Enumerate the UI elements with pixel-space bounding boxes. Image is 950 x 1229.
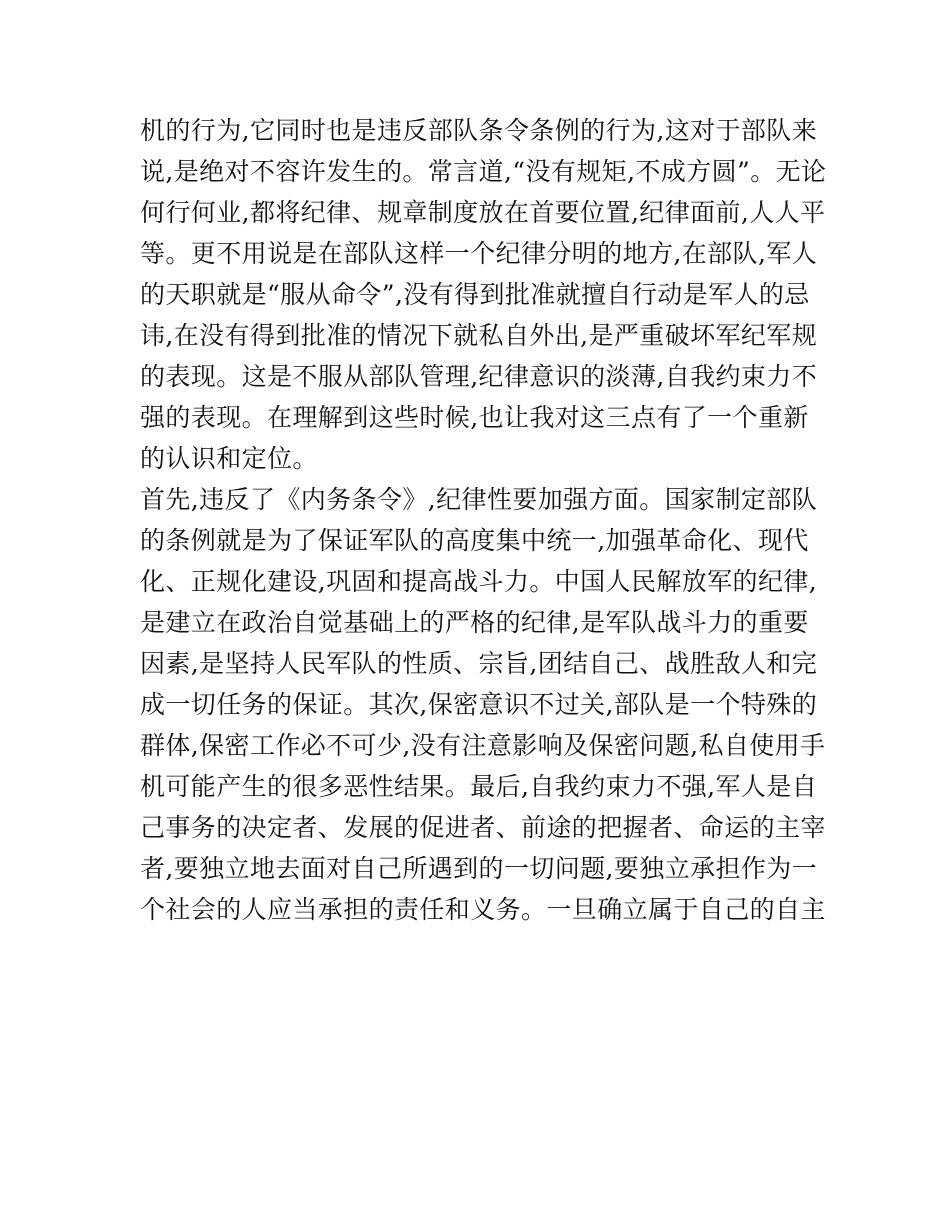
text-line: 强的表现。在理解到这些时候,也让我对这三点有了一个重新	[140, 403, 809, 432]
text-line: 个社会的人应当承担的责任和义务。一旦确立属于自己的自主	[140, 895, 826, 924]
text-line: 成一切任务的保证。其次,保密意识不过关,部队是一个特殊的	[140, 690, 818, 719]
text-line: 何行何业,都将纪律、规章制度放在首要位置,纪律面前,人人平	[140, 198, 826, 227]
text-line: 的天职就是“服从命令”,没有得到批准就擅自行动是军人的忌	[140, 280, 810, 309]
text-line: 的认识和定位。	[140, 444, 318, 473]
body-text	[140, 110, 827, 930]
text-line: 群体,保密工作必不可少,没有注意影响及保密问题,私自使用手	[140, 731, 826, 760]
text-line: 者,要独立地去面对自己所遇到的一切问题,要独立承担作为一	[140, 854, 818, 883]
text-line: 因素,是坚持人民军队的性质、宗旨,团结自己、战胜敌人和完	[140, 649, 818, 678]
text-line: 是建立在政治自觉基础上的严格的纪律,是军队战斗力的重要	[140, 608, 809, 637]
text-line: 机可能产生的很多恶性结果。最后,自我约束力不强,军人是自	[140, 772, 818, 801]
text-line: 化、正规化建设,巩固和提高战斗力。中国人民解放军的纪律,	[140, 567, 818, 596]
text-line: 己事务的决定者、发展的促进者、前途的把握者、命运的主宰	[140, 813, 826, 842]
text-line: 机的行为,它同时也是违反部队条令条例的行为,这对于部队来	[140, 116, 818, 145]
text-line: 等。更不用说是在部队这样一个纪律分明的地方,在部队,军人	[140, 239, 818, 268]
paragraph-start-line: 首先,违反了《内务条令》,纪律性要加强方面。国家制定部队	[140, 485, 818, 514]
text-line: 讳,在没有得到批准的情况下就私自外出,是严重破坏军纪军规	[140, 321, 818, 350]
text-line: 的条例就是为了保证军队的高度集中统一,加强革命化、现代	[140, 526, 809, 555]
text-line: 说,是绝对不容许发生的。常言道,“没有规矩,不成方圆”。无论	[140, 157, 827, 186]
text-line: 的表现。这是不服从部队管理,纪律意识的淡薄,自我约束力不	[140, 362, 818, 391]
